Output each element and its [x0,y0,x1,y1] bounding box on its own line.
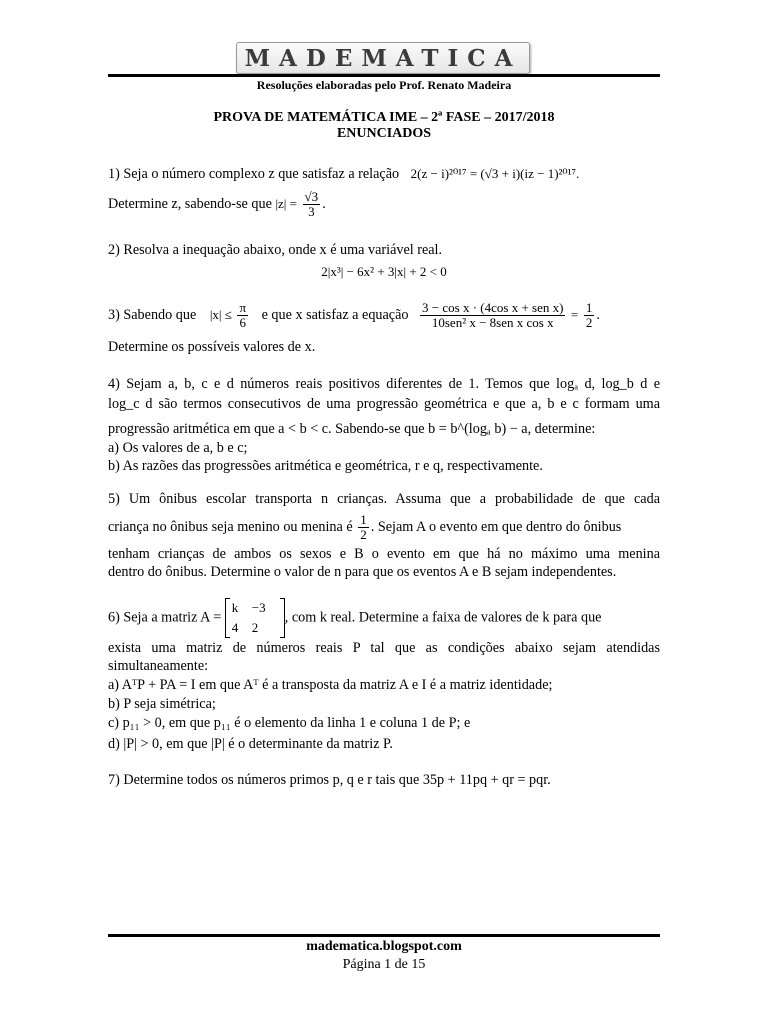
question-4-line-3: progressão aritmética em que a < b < c. Sabendo-se que b = b^(logₐ b) − a, determine: [108,421,596,437]
question-4-item-b: b) As razões das progressões aritmética e geométrica, r e q, respectivamente. [108,458,543,474]
footer-rule [108,934,660,937]
question-3-text-a: 3) Sabendo que [108,306,197,323]
question-2-inequation: 2|x³| − 6x² + 3|x| + 2 < 0 [321,264,447,279]
question-3-condition: |x| ≤ [209,306,232,322]
question-3-line-1: 3) Sabendo que |x| ≤ $\frac{\pi}{6}$ e que x satisfaz a equação $\frac{\text{3 − cos x · (4cos x + sen x)}}{\text{10sen² x − 8sen x cos x}}$ = $\frac{1}{2}$ . [108,300,600,330]
question-6-line-1: 6) Seja a matriz A = k −3 4 2 , com k real. Determine a faixa de valores de k para que [108,598,660,638]
question-3-text-b: e que x satisfaz a equação [261,306,409,323]
question-1-text-b: Determine z, sabendo-se que [108,195,272,212]
question-2-text: 2) Resolva a inequação abaixo, onde x é uma variável real. [108,242,443,258]
logo-text: MADEMATICA [244,44,522,72]
question-4-item-a: a) Os valores de a, b e c; [108,440,248,456]
page-title: PROVA DE MATEMÁTICA IME – 2ª FASE – 2017/2018 [213,110,555,125]
question-6-item-b: b) P seja simétrica; [108,696,216,712]
page-number: Página 1 de 15 [342,957,426,972]
question-7-text: 7) Determine todos os números primos p, q e r tais que 35p + 11pq + qr = pqr. [108,772,551,788]
question-6-item-a: a) AᵀP + PA = I em que Aᵀ é a transposta da matriz A e I é a matriz identidade; [108,677,553,693]
pi-over-6-fraction: $\frac{\pi}{6}$ [239,300,247,330]
question-5-line-2: criança no ônibus seja menino ou menina é $\frac{1}{2}$ . Sejam A o evento em que dentro do ônibus [108,512,622,542]
question-1-line-1 [108,165,660,183]
question-6-line-3: simultaneamente: [108,658,209,674]
mademática-logo [236,42,530,74]
abs-z: |z| = [275,195,297,211]
question-6-item-c: c) p₁₁ > 0, em que p₁₁ é o elemento da linha 1 e coluna 1 de P; e [108,715,471,731]
page-subtitle: ENUNCIADOS [336,126,432,141]
question-6-line-2: exista uma matriz de números reais P tal que as condições abaixo sejam atendidas [108,640,660,656]
one-half-fraction: $\frac{1}{2}$ [360,512,367,542]
question-4-line-2: log_c d são termos consecutivos de uma progressão geométrica e que a, b e c formam uma [108,396,660,412]
question-1-line-2: Determine z, sabendo-se que |z| = $\frac{√3}{3}$ . [108,189,326,219]
question-5-line-3: tenham crianças de ambos os sexos e B o evento em que há no máximo uma menina [108,546,660,562]
header-rule [108,74,660,77]
footer-site: madematica.blogspot.com [306,939,462,954]
question-3-equation-fraction: $\frac{\text{3 − cos x · (4cos x + sen x)}}{\text{10sen² x − 8sen x cos x}}$ [422,300,564,330]
question-3-text-c: Determine os possíveis valores de x. [108,339,316,355]
header-subtitle: Resoluções elaboradas pelo Prof. Renato Madeira [256,78,512,92]
question-6-item-d: d) |P| > 0, em que |P| é o determinante da matriz P. [108,736,393,752]
question-4-line-1: 4) Sejam a, b, c e d números reais positivos diferentes de 1. Temos que logₐ d, log_b d e [108,376,660,392]
question-1-text: 1) Seja o número complexo z que satisfaz a relação [108,166,400,182]
question-5-line-4: dentro do ônibus. Determine o valor de n para que os eventos A e B sejam independentes. [108,564,617,580]
sqrt3-over-3-fraction: $\frac{√3}{3}$ [304,189,319,219]
question-5-line-1: 5) Um ônibus escolar transporta n crianças. Assuma que a probabilidade de que cada [108,491,660,507]
matrix-a: k −3 4 2 [225,598,285,638]
question-1-equation: 2(z − i)²⁰¹⁷ = (√3 + i)(iz − 1)²⁰¹⁷. [410,166,580,181]
one-half-fraction: $\frac{1}{2}$ [585,300,593,330]
